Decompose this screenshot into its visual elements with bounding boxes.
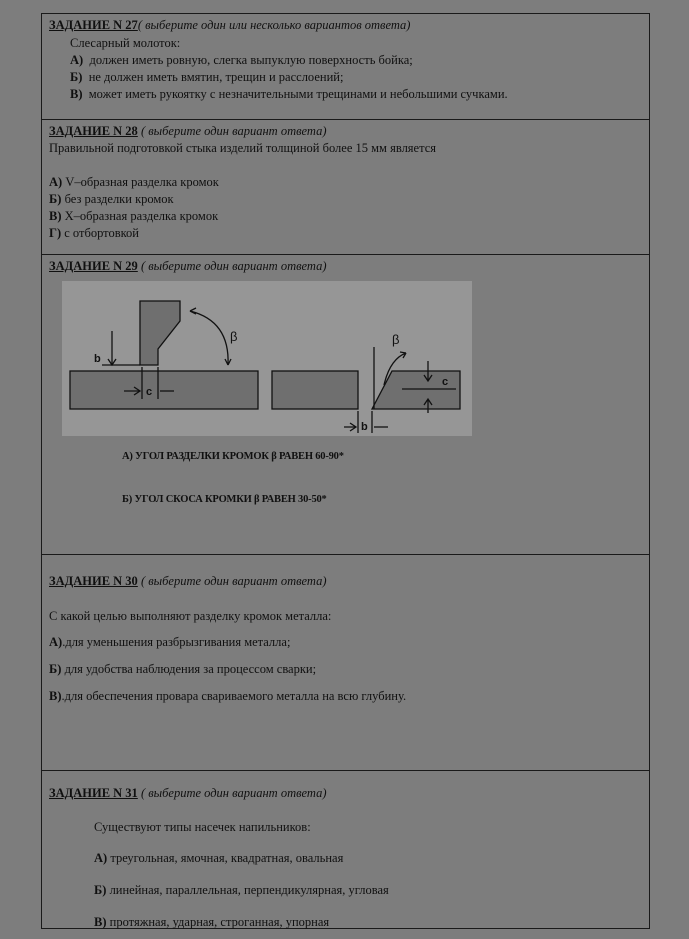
task-31-header — [49, 785, 327, 802]
test-sheet — [41, 13, 650, 929]
task-31-option-b[interactable]: Б) линейная, параллельная, перпендикулярная, угловая — [94, 883, 389, 897]
task-31-option-c[interactable]: В) протяжная, ударная, строганная, упорная — [94, 915, 330, 929]
task-28-option-b[interactable]: Б) без разделки кромок — [49, 192, 174, 206]
weld-joint-figure — [62, 281, 472, 436]
task-28-note: ( выберите один вариант ответа) — [137, 124, 327, 138]
task-27-option-a[interactable]: А) должен иметь ровную, слегка выпуклую поверхность бойка; — [70, 53, 413, 67]
label-b-right: b — [361, 421, 368, 433]
task-30-header — [49, 573, 327, 590]
task-28-title: ЗАДАНИЕ N 28 — [49, 124, 138, 138]
task-27-option-b[interactable]: Б) не должен иметь вмятин, трещин и расслоений; — [70, 70, 344, 84]
task-28-option-a[interactable]: А) V–образная разделка кромок — [49, 175, 219, 189]
task-30-title: ЗАДАНИЕ N 30 — [49, 574, 138, 588]
task-29-title: ЗАДАНИЕ N 29 — [49, 259, 138, 273]
task-28-header — [49, 123, 327, 140]
task-29-option-a[interactable]: А) УГОЛ РАЗДЕЛКИ КРОМОК β РАВЕН 60-90* — [122, 451, 344, 462]
label-c-left: c — [146, 386, 153, 398]
task-28-question: Правильной подготовкой стыка изделий толщиной более 15 мм является — [49, 141, 437, 155]
task-30-option-a[interactable]: А).для уменьшения разбрызгивания металла; — [49, 635, 291, 649]
task-31-note: ( выберите один вариант ответа) — [137, 786, 327, 800]
task-29-note: ( выберите один вариант ответа) — [137, 259, 327, 273]
label-beta-right: β — [392, 332, 400, 347]
task-27-question: Слесарный молоток: — [70, 36, 181, 50]
task-28 — [42, 120, 649, 255]
task-31 — [42, 771, 649, 929]
task-31-question: Существуют типы насечек напильников: — [94, 820, 311, 834]
label-beta-left: β — [230, 329, 238, 344]
task-27-title: ЗАДАНИЕ N 27 — [49, 18, 138, 32]
task-31-title: ЗАДАНИЕ N 31 — [49, 786, 138, 800]
task-28-option-d[interactable]: Г) с отбортовкой — [49, 226, 139, 240]
task-30-note: ( выберите один вариант ответа) — [137, 574, 327, 588]
task-30-option-b[interactable]: Б) для удобства наблюдения за процессом сварки; — [49, 662, 317, 676]
task-29-option-b[interactable]: Б) УГОЛ СКОСА КРОМКИ β РАВЕН 30-50* — [122, 494, 327, 505]
task-30-option-c[interactable]: В).для обеспечения провара свариваемого металла на всю глубину. — [49, 689, 407, 703]
label-b-left: b — [94, 353, 101, 365]
task-30 — [42, 555, 649, 771]
task-27-header — [49, 17, 410, 34]
task-30-question: С какой целью выполняют разделку кромок металла: — [49, 609, 332, 623]
task-27 — [42, 14, 649, 120]
label-c-right: c — [442, 376, 449, 388]
task-28-option-c[interactable]: В) Х–образная разделка кромок — [49, 209, 219, 223]
task-29 — [42, 255, 649, 555]
task-27-option-c[interactable]: В) может иметь рукоятку с незначительными трещинами и небольшими сучками. — [70, 87, 508, 101]
task-29-header — [49, 258, 327, 275]
task-31-option-a[interactable]: А) треугольная, ямочная, квадратная, овальная — [94, 851, 344, 865]
task-27-note: ( выберите один или несколько вариантов ответа) — [137, 18, 411, 32]
